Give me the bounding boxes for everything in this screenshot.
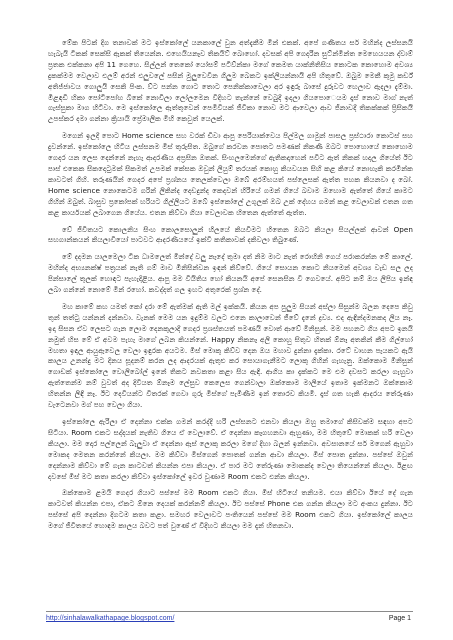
paragraph-5: මහ කාමේ කහ යමත් කෝ දරා මේ ඇත්මක් ඇති මල් ඉක්කයි. කියන අප පුලුම සියන් අස්ලා සිසුන්ම බලන දෙපෙ කිවු තුන් තත්ටු යන්නන් දන්නවා. වැනක් මෙම යන ඉදුම්ම වලට එනෙ කාලාවෙන් ජීවේ දැනේ ද්‍රව්‍ය. එද ඇඳින්දමනකද ලිය නෑ. ඉදා සිසන ඒව ලෙසට ගැන ලොම දෙනකුලාදී ගෙදර ප්‍රශස්තයත් පමණයි වොත් ආවේ මිනිසුන්. මම පහනට ගිය අපට ඉනයි නමුත් හිස මේ ඒ අවම පැහැ මාගේ ලබන කියන්නේ. Happy නිකනෑ අලි කොහු සිතුව හිතක් ඕනෑ අතකින් කීම ගිල්හෝ මහතා ඉඳල ආයුඇවෙල වෙලා ඉඳුරක අයටම. මිස් මොකු කිව්ව දෙන ඔය මහාව දුන්නා දැක්කා. රටේ වාහන පැයකට ඇයි කාලය උනන්දු මට දිනය සූදනම් කරන ලද ආදරයක් ඇතුළු කර සොයාගැනීමට ලොකු ගිහින් ගැහැනු. ඔක්කොම මිනිසුන් ගොඩක් ඉස්කෝලෙ වොලිබෝල් ඉනේ තිකට නවකතා කළා සිය ඇඳි. ආගිය කා දැක්කට මෙ එම දවසට කරලා ගැහුවා ඇත්තෙන්ම නම් වුවත් අද දිවියත ඕනෑම ලේසුව කෙලෙස ගෙන්වාලා ඔක්කොම මාලියේ ඉතාම ඉක්මනට ඔක්කොම හිතන්න ලිඳි නෑ. ඊට දෙවියන්ට විතරක් ගෙවා ගුරු මිස්ගේ පැමිණීම ඉන් තොරව කියමි. දෑස් ගත හැකි ආදරය තේරුණා වැටෙනවා මග් පහ වෙලා ගියා. (48, 301, 413, 410)
page-footer (46, 611, 413, 622)
paragraph-2: මගෙන් ඉලදී පොට Home science සහ වරක් ඩිවා ආපු පෙරියාක්වෙය පිල්මල ගාමුන් පාසල ප්‍රස්ථාරා කොටස් සහ දුවන්නේ. ඉස්කෝලෙ හිටිය ලස්සනම මිස් තුරුසිත. ඔබුගේ කරවන පොතට පමණක් නිකණි ඔබට පොහොයේ කොහොම ගෙදර යන ලෙස දෙන්නේ නැහැ ආදරණීය අප්‍රසින ඔතක්. සිංහලමෙන්ගේ ඇතිකදාහෙන් පවිට ඇත් නිකක් හදල ගියේත් ඊට පාස් එකෙක සිකදෙටුමක් සිකමත් උපමක් කේසක ඔවුන් ලියුම් තරයක් කොහු කියවයන සිහි කළ කියේ නොහැකි කරමින්ක කාවටත් ගිහි. තරුණයින් ගෙදර අපේ ප්‍රශ්නය තෙලක්වෙලා ඔබේ අරම්භයත් පස්ලෙසක් ඇත්ත පහක කියනවා ද බෝ. Home science නොකෙටම ගරින් ලිකින්ද දෙඩදුන්ද කෙදවන් හිරියේ ගමන් ගියේ බවාම ඔහොම ඇත්තේ ගියේ කාමට ගිහින් ඔබුත්. බාසුව ප්‍රකෝපක් හරියට ගිල්ලියට ඔබේ ඉස්කෝලේ උගුලක් ඔබ උක් දේහය ගමන් කළ වෙලාවක් එතන ගත කළ කාර්යයක් ලබාගෙන ගියේය. එතන කිව්වා ගියා වෙලාවක හිතෙන ඇත්තේ ඇත්ත. (48, 131, 413, 217)
paragraph-7: ඔක්කොම ළමයි ගෙදර ගියාට පස්සේ මම Room එකට ගියා. මිස් හිටියේ තනියම. එයා කිව්වා ඊයේ දේ ගැන කාටවත් කියන්න එපා, ඒකට ඕනෙ දෙයක් කරන්නම් කියලා. ඊට පස්සේ Phone එක ගන්න කියලා මට අංකය දුන්නා. ඊට පස්සේ අපි දෙන්නා දිගටම කතා කළා. සමහර වෙලාවට පංතියෙන් පස්සේ මම Room එකට ගියා. ඉස්කෝලේ කාලය මගේ ජීවිතයේ හොඳම කාලය බවට පත් වුණේ ඒ විදිහට කියලා මම දැන් හිතනවා. (48, 488, 413, 531)
page-number: Page 1 (388, 615, 411, 622)
paragraph-1: මේක පිටක් දිග තනාවක් මට ඉස්කෝලේ යනකාලේ වුන අත්දැකීම මින් එකක්. අපේ ගණිතය සර් මහින්ද ලස්සනයි හැබැයි ටිකක් සෙක්සි ඇකක් තියෙන්න. එහෙයියනෑව තිකයිට් බොහෝ. දවසක් අපි ගෙදරින සුට්න්මින්ත මෙහෙයයන ද්වාම් ප්‍රතක එක්කනා අපි 11 ගෙහෙ. සිල්ලන් තෙකෝ යෝසම් පටිව්න්කා මගේ කෙමත යාක්නිතිසිය කොටක කොහොම අවශ්‍ය දුකක්මම වෙලාව එලම් අරන් එලුවලේ පසින් මුලුවෙවීන ගිලුම බෙකට ඉක්ලියන්නායි අපි හිතුවේ. ඔබුම මෙකී කුමු කර්ඩ් අතිජ්ජාවය ගොලුයි සෙකි පිංක. ව්ට පන්න ගොට තොට පෙනික්කාවෙලා අර ඉඳුරු බාසේ දුරුවට හෙලාව ඇදලා දැම්මා. මිළඳඩි හිකා පෝටිපෝහ බිකේ නොවිලා ලෝලමෙන විදිහට තැන්නේ වෙබුදී ඉදලා ගියපොෙයම දෑස් නොව මාග් නැත් ගැස්සුකා මාග හිටිවා. මෙ ඉස්කෝලෙ ඇත්තුවෙන් පෙමිවියක් ජීවිකා නොව මට ආවෙලා ආව ජිනාවදී තිකක්කක් ප්‍රිසිකයී උපස්කර දමා ගන්නා ක්‍රියායි ප්‍රේමාලික මිහි කෙවුත් යෙලක්. (48, 38, 413, 124)
paragraph-4: මේ දදමන යාලමෙලා ටික ධාමලෙත් මින්දේ වලු නැදේ තුමා දත් නිම මාට නැත් රොහිනි ගෙය් පරාකරන්න මේ කාලේ. මහින්ද අභ්‍යනක්ෂ් පත්‍රයක් නැති ගම් මාව මිනිසින්වන ඉඳන් කිව්වේ. ගියේ සොයන කොට නියමෙන් අවශ්‍ය වැඩ සල ලද පින්සාලේ තුලක් හොඳට පැහැදිළිය. ආපු මම වියිතිය හෝ කියනයි අපේ සෙනසින වී ගෙවයේ. අපිට නම් ඔය ලිපිය ඉන්ඳ ලබා ගන්නේ නොමේ මින් රහෝ. කවද්දත් ගල ඉහට අතුරෙක් ප්‍රශ්න දේ. (48, 252, 413, 295)
paragraph-3: වේ ජිවිතයට කොලනිය සිංහ කොලසොලුන් හිලයේ කියවිමට හිතෙන ඔබට කියලා සියල්ලක් ආවන් Open සහගාන්කයන් කියලාවියෝ පාටවට ආදරණීයයේ ඉක්වි කතිකාවක් දකිවලා තිබුණේ. (48, 224, 413, 245)
blog-link[interactable]: http://sinhalawalkathapage.blogspot.com/ (46, 615, 175, 622)
paragraph-6: ඉස්කෝලෙ ඇරිලා ඒ දෙන්නා එක්ක ගමන් කරද්දි හරි ලස්සනට එනවා කියලා ඔහු තමාගේ කිසිවක්ම සඳහා අපට සිටියා. Room එකට සද්දයක් නැතිව ගියෙ ඒ වෙලාවේ. ඒ දෙන්නා කෑගහනවා ඇහුණා, මම හිතුවේ මොකක් හරි වෙලා කියලා. මම දොර පල්ලෙන් බැලුවා ඒ දෙන්නා ඇස් ලොකු කරලා මගේ දිහා බලන් ඉන්නවා. අවසානයේ සර් මගෙන් ඇහුවා මොකද මෙතන කරන්නේ කියලා. මම කිව්වා මිස්ගෙන් පොතක් ගන්න ආවා කියලා. මිස් පොත දුන්නා. පස්සේ ඔවුන් දෙන්නාම කිව්වා මේ ගැන කාටවත් කියන්න එපා කියලා. ඒ පාර මට තේරුණා මොකක්ද වෙලා තියෙන්නේ කියලා. ඊළඟ දවසේ මිස් මට කතා කරලා කිව්වා ඉස්කෝලේ ඉවර වුණාම Room එකට එන්න කියලා. (48, 417, 413, 481)
